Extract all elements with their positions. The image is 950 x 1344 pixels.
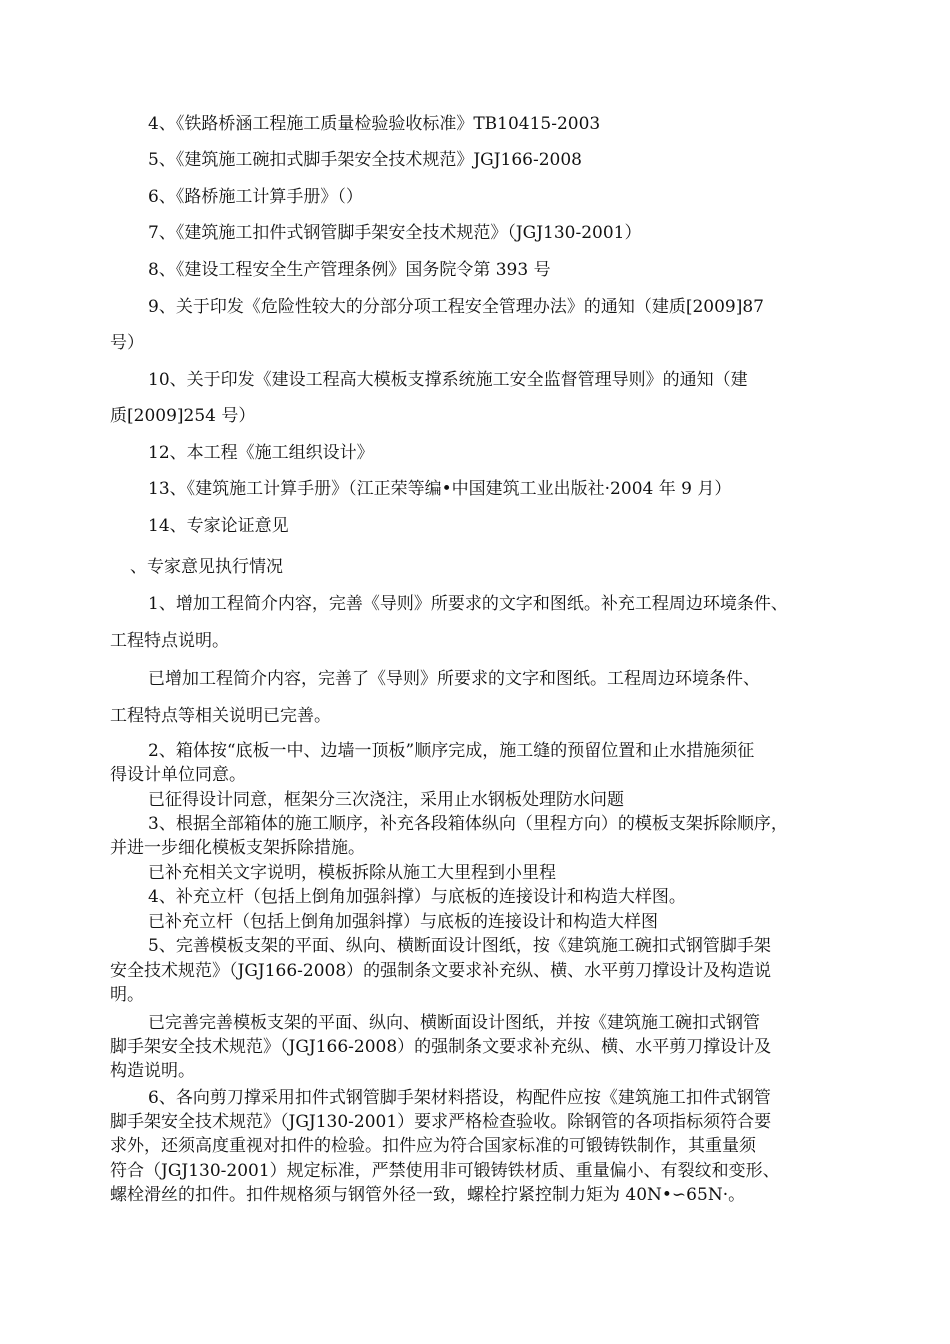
opinion-item-3: 3、根据全部箱体的施工顺序，补充各段箱体纵向（里程方向）的模板支架拆除顺序， (148, 814, 788, 834)
opinion-item-5-cont: 安全技术规范》（JGJ166-2008）的强制条文要求补充纵、横、水平剪刀撑设计及构造说 (110, 961, 772, 981)
response-item-2: 已征得设计同意，框架分三次浇注，采用止水钢板处理防水问题 (148, 790, 624, 810)
reference-item-10: 10、关于印发《建设工程高大模板支撑系统施工安全监督管理导则》的通知（建 (148, 370, 748, 390)
response-item-5: 已完善完善模板支架的平面、纵向、横断面设计图纸，并按《建筑施工碗扣式钢管 (148, 1013, 760, 1033)
reference-item-12: 12、本工程《施工组织设计》 (148, 443, 374, 463)
opinion-item-5: 5、完善模板支架的平面、纵向、横断面设计图纸，按《建筑施工碗扣式钢管脚手架 (148, 936, 771, 956)
reference-item-7: 7、《建筑施工扣件式钢管脚手架安全技术规范》（JGJ130-2001） (148, 223, 642, 243)
opinion-item-6: 6、各向剪刀撑采用扣件式钢管脚手架材料搭设，构配件应按《建筑施工扣件式钢管 (148, 1088, 771, 1108)
opinion-item-2: 2、箱体按“底板一中、边墙一顶板”顺序完成，施工缝的预留位置和止水措施须征 (148, 741, 755, 761)
opinion-item-6-cont: 脚手架安全技术规范》（JGJ130-2001）要求严格检查验收。除钢管的各项指标须符合要 (110, 1112, 772, 1132)
section-heading: 、专家意见执行情况 (130, 557, 283, 577)
opinion-item-3-cont: 并进一步细化模板支架拆除措施。 (110, 838, 365, 858)
reference-item-4: 4、《铁路桥涵工程施工质量检验验收标准》TB10415-2003 (148, 114, 601, 134)
response-item-1: 已增加工程简介内容，完善了《导则》所要求的文字和图纸。工程周边环境条件、 (148, 669, 760, 689)
opinion-item-1-cont: 工程特点说明。 (110, 631, 229, 651)
response-item-5-cont2: 构造说明。 (110, 1061, 195, 1081)
reference-item-14: 14、专家论证意见 (148, 516, 289, 536)
opinion-item-4: 4、补充立杆（包括上倒角加强斜撑）与底板的连接设计和构造大样图。 (148, 887, 686, 907)
opinion-item-6-cont4: 螺栓滑丝的扣件。扣件规格须与钢管外径一致，螺栓拧紧控制力矩为 40N•∽65N·。 (110, 1185, 746, 1205)
reference-item-9-cont: 号） (110, 333, 144, 353)
opinion-item-5-cont2: 明。 (110, 985, 144, 1005)
response-item-5-cont: 脚手架安全技术规范》（JGJ166-2008）的强制条文要求补充纵、横、水平剪刀撑设计及 (110, 1037, 772, 1057)
reference-item-8: 8、《建设工程安全生产管理条例》国务院令第 393 号 (148, 260, 551, 280)
opinion-item-1: 1、增加工程简介内容，完善《导则》所要求的文字和图纸。补充工程周边环境条件、 (148, 594, 788, 614)
opinion-item-6-cont2: 求外，还须高度重视对扣件的检验。扣件应为符合国家标准的可锻铸铁制作，其重量须 (110, 1136, 756, 1156)
response-item-3: 已补充相关文字说明，模板拆除从施工大里程到小里程 (148, 863, 556, 883)
reference-item-13: 13、《建筑施工计算手册》（江正荣等编•中国建筑工业出版社·2004 年 9 月） (148, 479, 732, 499)
response-item-4: 已补充立杆（包括上倒角加强斜撑）与底板的连接设计和构造大样图 (148, 912, 658, 932)
response-item-1-cont: 工程特点等相关说明已完善。 (110, 706, 331, 726)
opinion-item-6-cont3: 符合（JGJ130-2001）规定标准，严禁使用非可锻铸铁材质、重量偏小、有裂纹和变形、 (110, 1161, 780, 1181)
opinion-item-2-cont: 得设计单位同意。 (110, 765, 246, 785)
reference-item-5: 5、《建筑施工碗扣式脚手架安全技术规范》JGJ166-2008 (148, 150, 582, 170)
reference-item-9: 9、关于印发《危险性较大的分部分项工程安全管理办法》的通知（建质[2009]87 (148, 297, 764, 317)
reference-item-10-cont: 质[2009]254 号） (110, 406, 256, 426)
reference-item-6: 6、《路桥施工计算手册》（） (148, 187, 363, 207)
